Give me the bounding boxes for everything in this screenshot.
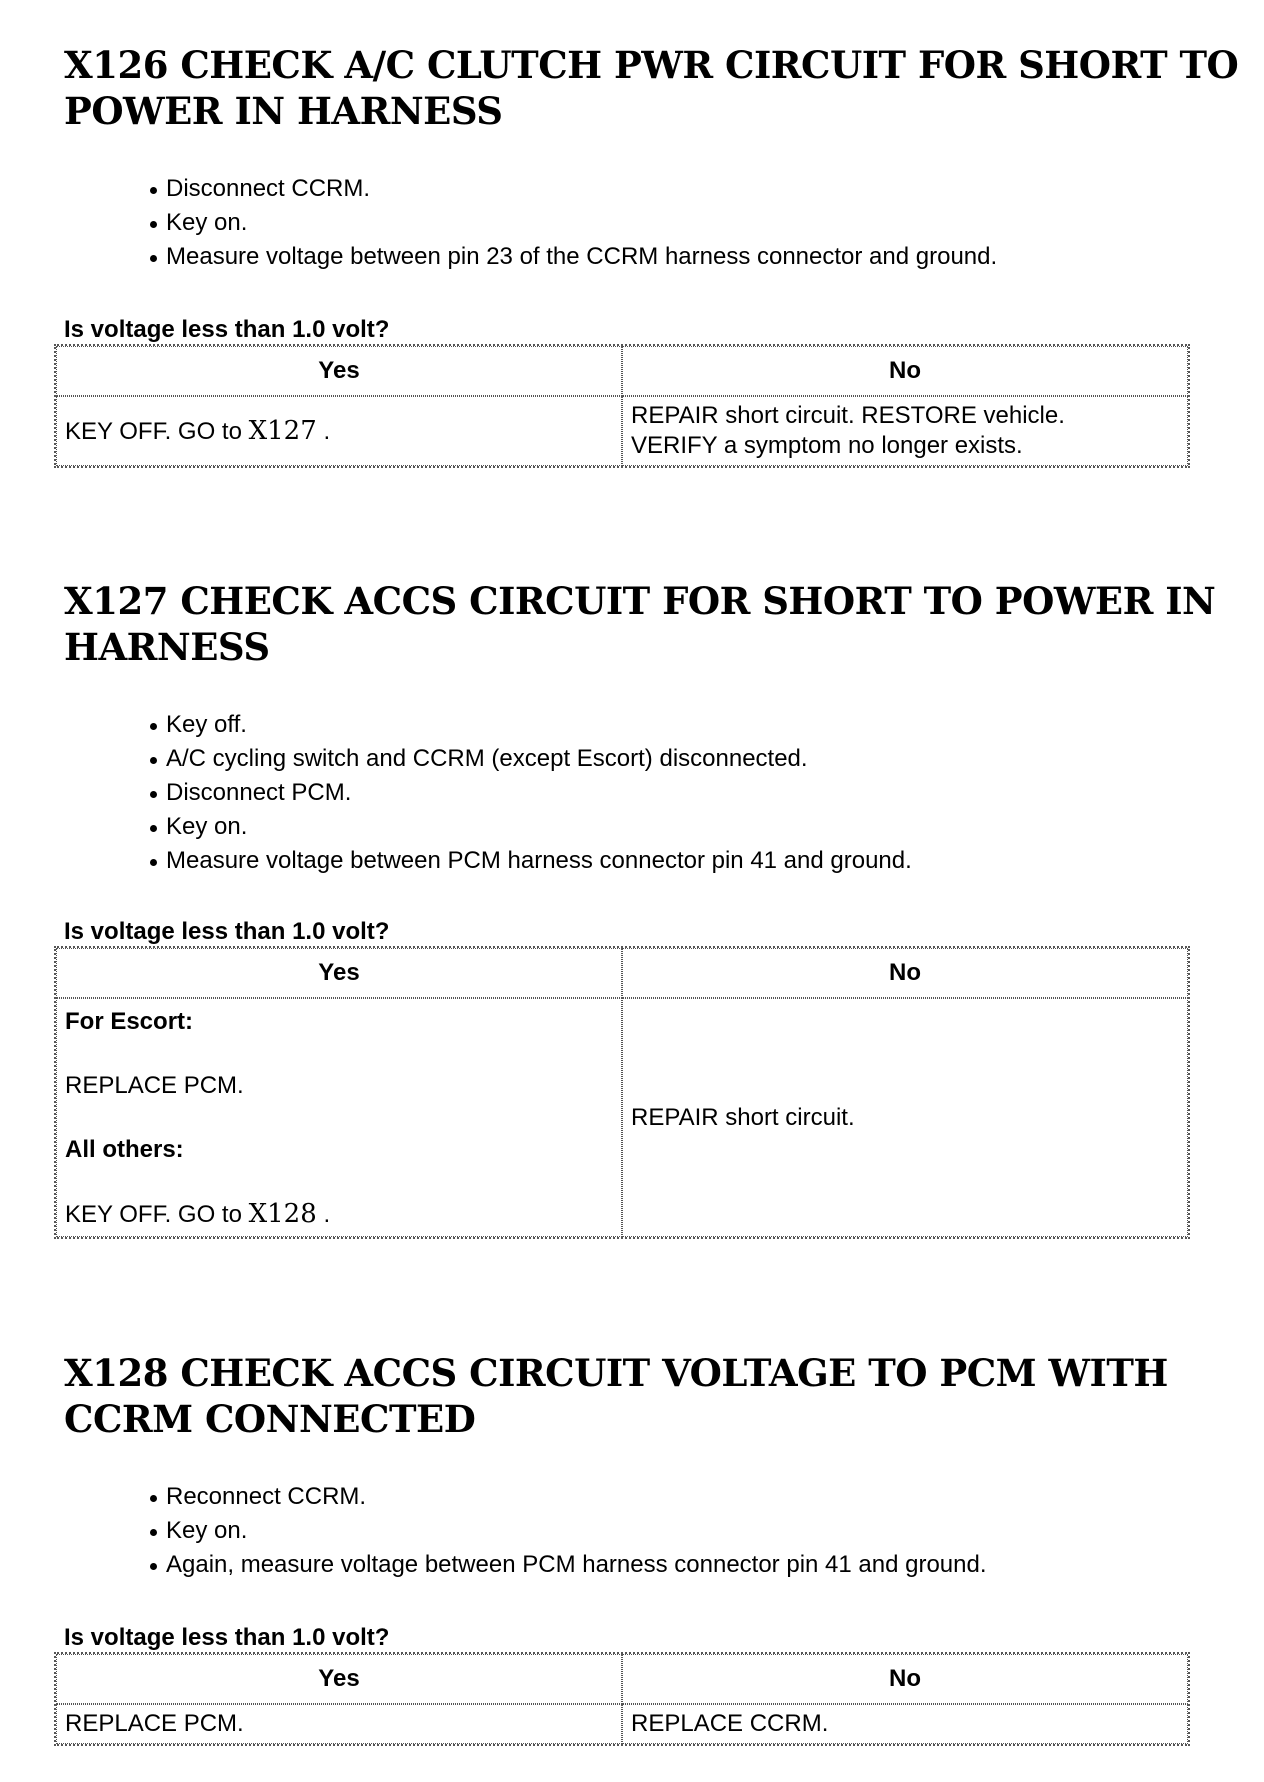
no-action-line1: REPAIR short circuit. RESTORE vehicle. <box>631 402 1065 429</box>
header-no: No <box>622 1654 1188 1704</box>
table-row <box>56 998 1188 1237</box>
decision-table-x128 <box>54 1652 1190 1746</box>
yes-cell <box>56 1704 622 1744</box>
condition-heading-others: All others: <box>65 1136 184 1163</box>
step-list-x127 <box>148 708 1198 878</box>
goto-link-x128[interactable]: X128 <box>248 1199 317 1229</box>
yes-action-escort: REPLACE PCM. <box>65 1072 244 1099</box>
question-x128: Is voltage less than 1.0 volt? <box>64 1624 390 1651</box>
section-title-x126: X126 CHECK A/C CLUTCH PWR CIRCUIT FOR SHORT TO POWER IN HARNESS <box>64 43 1239 133</box>
header-no: No <box>622 948 1188 998</box>
condition-heading-escort: For Escort: <box>65 1008 194 1035</box>
no-cell <box>622 998 1188 1237</box>
step-item: Again, measure voltage between PCM harness connector pin 41 and ground. <box>148 1548 1198 1582</box>
yes-cell <box>56 998 622 1237</box>
yes-action-others <box>65 1199 613 1230</box>
step-item: Key on. <box>148 1514 1198 1548</box>
step-item: Measure voltage between PCM harness connector pin 41 and ground. <box>148 844 1198 878</box>
decision-table-x127 <box>54 946 1190 1239</box>
step-item: Disconnect PCM. <box>148 776 1198 810</box>
yes-action-text: KEY OFF. GO to <box>65 1201 242 1228</box>
header-yes: Yes <box>56 346 622 396</box>
no-cell <box>622 1704 1188 1744</box>
period: . <box>323 1201 331 1228</box>
section-title-x127: X127 CHECK ACCS CIRCUIT FOR SHORT TO POWER IN HARNESS <box>64 579 1216 669</box>
step-item: Reconnect CCRM. <box>148 1480 1198 1514</box>
table-header-row <box>56 1654 1188 1704</box>
yes-action-text: KEY OFF. GO to <box>65 418 242 445</box>
table-header-row <box>56 346 1188 396</box>
step-item: Disconnect CCRM. <box>148 172 1198 206</box>
header-no: No <box>622 346 1188 396</box>
decision-table-x126 <box>54 344 1190 468</box>
step-item: Key on. <box>148 810 1198 844</box>
section-title-x128: X128 CHECK ACCS CIRCUIT VOLTAGE TO PCM WITH CCRM CONNECTED <box>64 1351 1168 1441</box>
table-header-row <box>56 948 1188 998</box>
header-yes: Yes <box>56 1654 622 1704</box>
step-item: Key off. <box>148 708 1198 742</box>
step-item: Key on. <box>148 206 1198 240</box>
yes-action-text: REPLACE PCM. <box>65 1710 244 1737</box>
yes-cell <box>56 396 622 466</box>
no-action-text: REPLACE CCRM. <box>631 1710 829 1737</box>
question-x126: Is voltage less than 1.0 volt? <box>64 316 390 343</box>
no-action-line2: VERIFY a symptom no longer exists. <box>631 432 1023 459</box>
goto-link-x127[interactable]: X127 <box>248 416 317 446</box>
step-list-x128 <box>148 1480 1198 1582</box>
period: . <box>323 418 331 445</box>
step-item: Measure voltage between pin 23 of the CCRM harness connector and ground. <box>148 240 1198 274</box>
step-list-x126 <box>148 172 1198 274</box>
table-row <box>56 396 1188 466</box>
question-x127: Is voltage less than 1.0 volt? <box>64 918 390 945</box>
no-action-text: REPAIR short circuit. <box>631 1103 855 1131</box>
table-row <box>56 1704 1188 1744</box>
step-item: A/C cycling switch and CCRM (except Escort) disconnected. <box>148 742 1198 776</box>
header-yes: Yes <box>56 948 622 998</box>
no-cell <box>622 396 1188 466</box>
